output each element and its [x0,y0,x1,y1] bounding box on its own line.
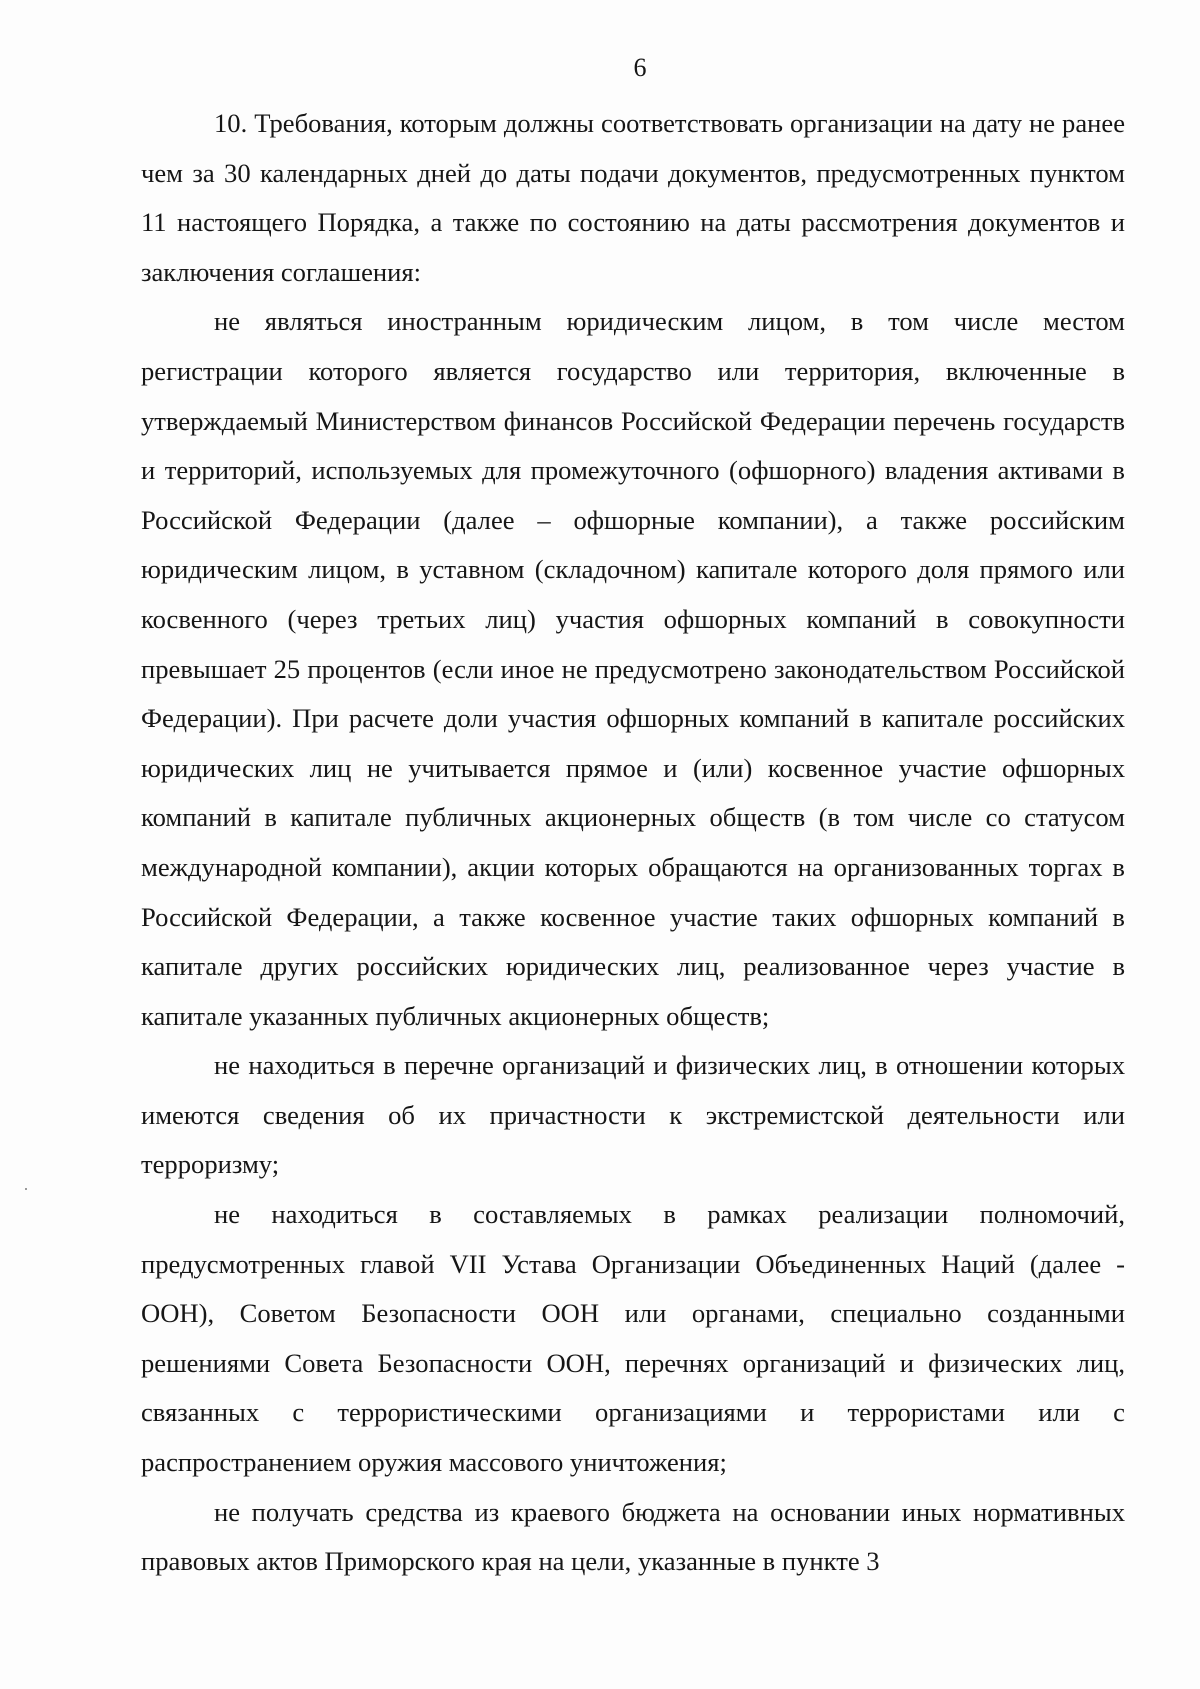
paragraph-extremism-list: не находиться в перечне организаций и физических лиц, в отношении которых имеются сведения об их причастности к экстремистской деятельности или терроризму; [141,1050,1125,1180]
document-body [141,99,1125,1587]
paragraph-offshore-companies: не являться иностранным юридическим лицом, в том числе местом регистрации которого является государство или территория, включенные в утверждаемый Министерством финансов Российской Федерации перечень государств и территорий, используемых для промежуточного (офшорного) владения активами в Российской Федерации (далее – офшорные компании), а также российским юридическим лицом, в уставном (складочном) капитале которого доля прямого или косвенного (через третьих лиц) участия офшорных компаний в совокупности превышает 25 процентов (если иное не предусмотрено законодательством Российской Федерации). При расчете доли участия офшорных компаний в капитале российских юридических лиц не учитывается прямое и (или) косвенное участие офшорных компаний в капитале публичных акционерных обществ (в том числе со статусом международной компании), акции которых обращаются на организованных торгах в Российской Федерации, а также косвенное участие таких офшорных компаний в капитале других российских юридических лиц, реализованное через участие в капитале указанных публичных акционерных обществ; [141,306,1125,1031]
paragraph-un-sanctions-list: не находиться в составляемых в рамках реализации полномочий, предусмотренных главой VII Устава Организации Объединенных Наций (далее - ООН), Советом Безопасности ООН или органами, специально созданными решениями Совета Безопасности ООН, перечнях организаций и физических лиц, связанных с террористическими организациями и террористами или с распространением оружия массового уничтожения; [141,1199,1125,1478]
scan-speck [25,1188,27,1190]
paragraph-requirements-intro: 10. Требования, которым должны соответствовать организации на дату не ранее чем за 30 календарных дней до даты подачи документов, предусмотренных пунктом 11 настоящего Порядка, а также по состоянию на даты рассмотрения документов и заключения соглашения: [141,108,1125,287]
page-number: 6 [633,53,647,82]
paragraph-regional-budget-funds: не получать средства из краевого бюджета на основании иных нормативных правовых актов Приморского края на цели, указанные в пункте 3 [141,1496,1125,1577]
